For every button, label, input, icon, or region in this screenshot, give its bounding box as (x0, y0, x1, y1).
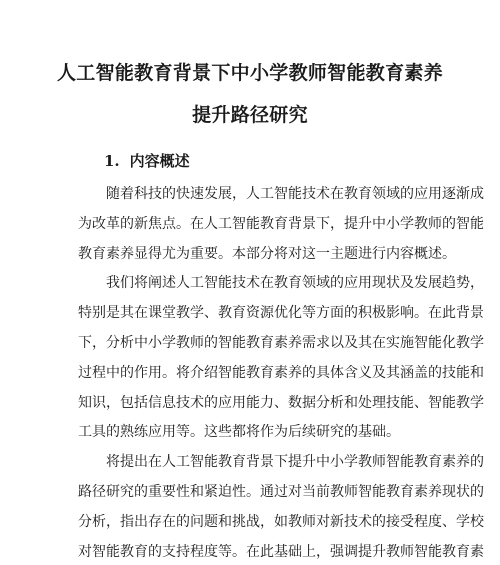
paragraph-2 (78, 269, 484, 448)
paragraph-line: 知识，包括信息技术的应用能力、数据分析和处理技能、智能教学 (78, 394, 484, 411)
paragraph-line: 分析，指出存在的问题和挑战，如教师对新技术的接受程度、学校 (78, 513, 484, 530)
paragraph-line: 教育素养显得尤为重要。本部分将对这一主题进行内容概述。 (78, 245, 456, 262)
document-body (78, 180, 484, 565)
paragraph-line: 为改革的新焦点。在人工智能教育背景下，提升中小学教师的智能 (78, 215, 484, 232)
document-title-line-2: 提升路径研究 (192, 104, 308, 126)
paragraph-line: 我们将阐述人工智能技术在教育领域的应用现状及发展趋势， (106, 275, 484, 292)
paragraph-line: 对智能教育的支持程度等。在此基础上，强调提升教师智能教育素 (78, 543, 484, 560)
paragraph-line: 特别是其在课堂教学、教育资源优化等方面的积极影响。在此背景 (78, 305, 484, 322)
paragraph-line: 将提出在人工智能教育背景下提升中小学教师智能教育素养的 (106, 454, 484, 471)
document-title-line-1: 人工智能教育背景下中小学教师智能教育素养 (56, 62, 443, 84)
section-title: 内容概述 (129, 152, 190, 170)
section-number: 1. (104, 152, 120, 170)
paragraph-line: 下，分析中小学教师的智能教育素养需求以及其在实施智能化教学 (78, 334, 484, 351)
paragraph-line: 工具的熟练应用等。这些都将作为后续研究的基础。 (78, 424, 400, 441)
paragraph-line: 随着科技的快速发展，人工智能技术在教育领域的应用逐渐成 (106, 186, 484, 202)
paragraph-3 (78, 448, 484, 565)
paragraph-line: 过程中的作用。将介绍智能教育素养的具体含义及其涵盖的技能和 (78, 364, 484, 381)
paragraph-line: 路径研究的重要性和紧迫性。通过对当前教师智能教育素养现状的 (78, 483, 484, 500)
paragraph-1 (78, 180, 484, 269)
section-heading (104, 150, 190, 171)
